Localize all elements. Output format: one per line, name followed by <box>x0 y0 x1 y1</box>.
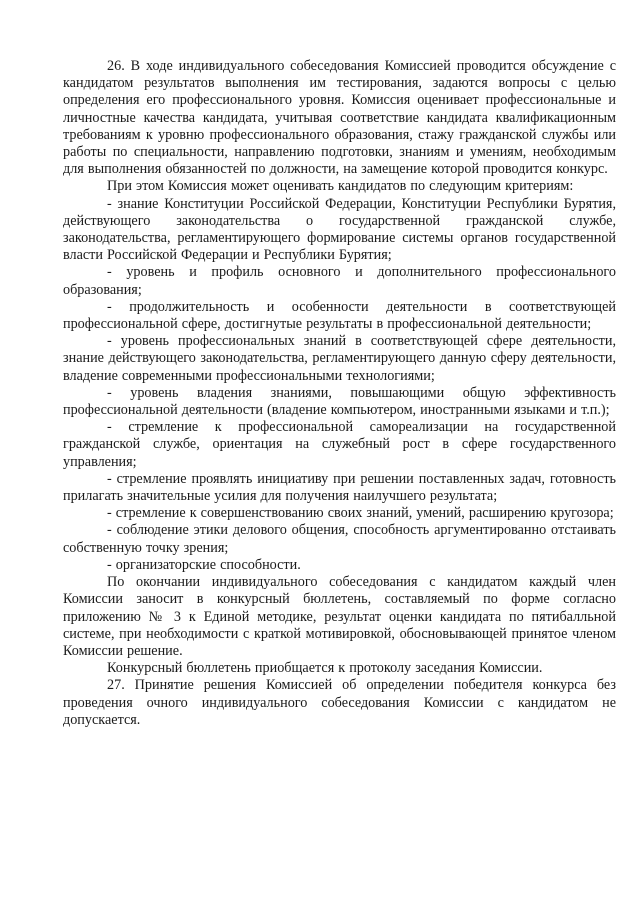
criterion-self-realization: - стремление к профессиональной самореализации на государственной гражданской службе, ориентация на служебный рост в сфере государственного управления; <box>63 419 616 470</box>
criterion-constitution-knowledge: - знание Конституции Российской Федерации, Конституции Республики Бурятия, действующего законодательства о государственной гражданской службе, законодательства, регламентирующего формирование системы органов государственной власти Российской Федерации и Республики Бурятия; <box>63 195 616 264</box>
criterion-organizational-skills: - организаторские способности. <box>107 556 301 573</box>
ballot-attachment-paragraph: Конкурсный бюллетень приобщается к протоколу заседания Комиссии. <box>107 660 543 677</box>
criterion-education-level: - уровень и профиль основного и дополнительного профессионального образования; <box>63 264 616 298</box>
paragraph-26: 26. В ходе индивидуального собеседования Комиссией проводится обсуждение с кандидатом результатов выполнения им тестирования, задаются вопросы с целью определения его профессионального уровня. Комиссия оценивает профессиональные и личностные качества кандидата, учитывая соответствие кандидата квалификационным требованиям к уровню профессионального образования, стажу гражданской службы или работы по специальности, направлению подготовки, знаниям и умениям, необходимым для выполнения обязанностей по должности, на замещение которой проводится конкурс. <box>63 58 616 178</box>
criterion-experience-duration: - продолжительность и особенности деятельности в соответствующей профессиональной сфере, достигнутые результаты в профессиональной деятельности; <box>63 298 616 333</box>
criteria-intro: При этом Комиссия может оценивать кандидатов по следующим критериям: <box>107 178 574 195</box>
criterion-general-skills: - уровень владения знаниями, повышающими общую эффективность профессиональной деятельности (владение компьютером, иностранными языками и т.п.); <box>63 384 616 419</box>
criterion-professional-knowledge: - уровень профессиональных знаний в соответствующей сфере деятельности, знание действующего законодательства, регламентирующего данную сферу деятельности, владение современными профессиональными технологиями; <box>63 333 616 384</box>
document-page <box>63 58 616 729</box>
ballot-paragraph: По окончании индивидуального собеседования с кандидатом каждый член Комиссии заносит в конкурсный бюллетень, составляемый по форме согласно приложению № 3 к Единой методике, результат оценки кандидата по пятибалльной системе, при необходимости с краткой мотивировкой, обосновывающей принятое членом Комиссии решение. <box>63 574 616 659</box>
criterion-initiative: - стремление проявлять инициативу при решении поставленных задач, готовность прилагать значительные усилия для получения наилучшего результата; <box>63 470 616 505</box>
paragraph-27: 27. Принятие решения Комиссией об определении победителя конкурса без проведения очного индивидуального собеседования Комиссии с кандидатом не допускается. <box>63 677 616 728</box>
criterion-self-improvement: - стремление к совершенствованию своих знаний, умений, расширению кругозора; <box>107 505 614 522</box>
criterion-business-ethics: - соблюдение этики делового общения, способность аргументированно отстаивать собственную точку зрения; <box>63 522 616 556</box>
